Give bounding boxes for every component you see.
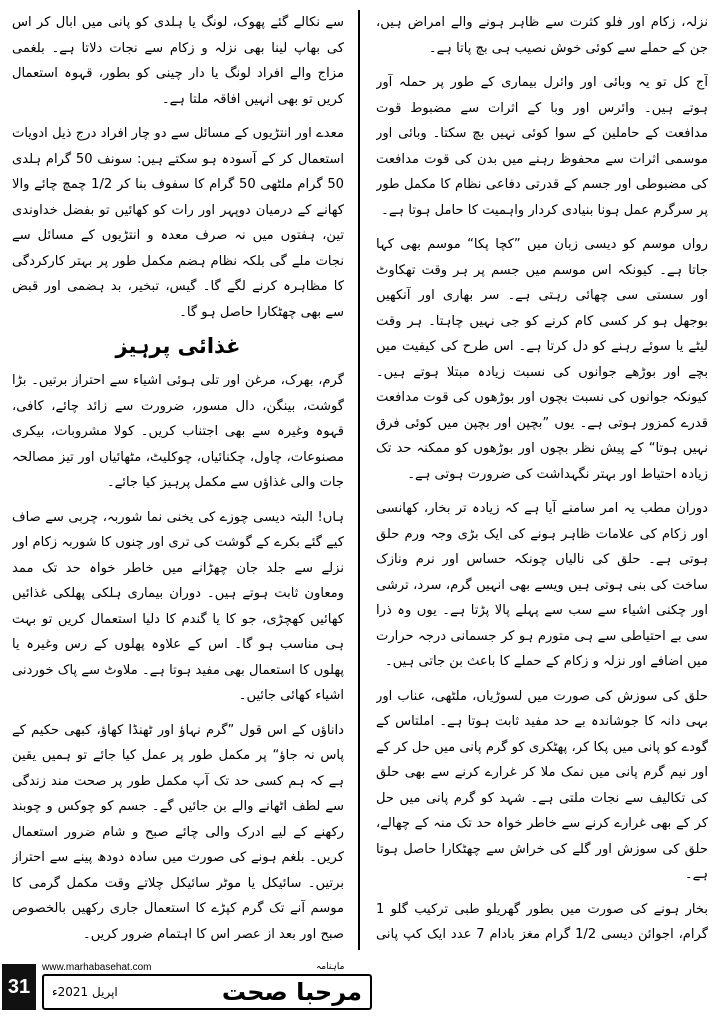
- issue-date: اپریل 2021ء: [52, 985, 118, 999]
- paragraph: نزلہ، زکام اور فلو کثرت سے ظاہر ہونے والے امراض ہیں، جن کے حملے سے کوئی خوش نصیب ہی بچ پاتا ہے۔: [376, 15, 708, 56]
- magazine-title: مرحبا صحت: [221, 978, 362, 1006]
- paragraph: دوران مطب یہ امر سامنے آیا ہے کہ زیادہ تر بخار، کھانسی اور زکام کی علامات ظاہر ہونے کی ایک بڑی وجہ ورم حلق ہوتی ہے۔ حلق کی نالیاں چونکہ حساس اور نرم ونازک ساخت کی بنی ہوتی ہیں ویسے بھی انہیں گرم، سرد، ترشی اور چکنی اشیاء سے سب سے پہلے پالا پڑتا ہے۔ یوں وہ ذرا سی بے احتیاطی سے ہی متورم ہو کر جسمانی درجہ حرارت میں اضافے اور نزلہ و زکام کے حملے کا باعث بن جاتی ہیں۔: [376, 501, 708, 669]
- paragraph: گرم، بھرک، مرغن اور تلی ہوئی اشیاء سے احتراز برتیں۔ بڑا گوشت، بینگن، دال مسور، ضرورت سے زائد چائے، کافی، قہوہ وغیرہ سے بھی اجتناب کریں۔ کولا مشروبات، بیکری مصنوعات، چاول، چکنائیاں، چوکلیٹ، مٹھائیاں اور تیز مصالحہ جات والی غذاؤں سے مکمل پرہیز کیا جائے۔: [12, 373, 344, 490]
- paragraph: حلق کی سوزش کی صورت میں لسوڑیاں، ملٹھی، عناب اور بہی دانہ کا جوشاندہ بے حد مفید ثابت ہوتا ہے۔ املتاس کے گودے کو پانی میں پکا کر، پھٹکری کو گرم پانی میں حل کر کے اور نیم گرم پانی میں نمک ملا کر غرارے کرنے سے بھی حلق کی تکالیف سے نجات ملتی ہے۔ شہد کو گرم پانی میں حل کر کے بھی غرارے کرنے سے خاطر خواہ حد تک منہ کے چھالے، حلق کی سوزش اور گلے کی خراش سے چھٹکارا حاصل ہوتا ہے۔: [376, 688, 708, 882]
- paragraph: معدے اور انتڑیوں کے مسائل سے دو چار افراد درج ذیل ادویات استعمال کر کے آسودہ ہو سکتے ہیں: سونف 50 گرام ہلدی 50 گرام ملٹھی 50 گرام کا سفوف بنا کر 1/2 چمچ چائے والا کھانے کے درمیان دوپہر اور رات کو کھائیں تو بفضل خداوندی تین، ہفتوں میں نہ صرف معدہ و انتڑیوں کے مسائل سے نجات ملے گی بلکہ نظام ہضم مکمل طور پر بہتر کارکردگی کا مظاہرہ کرنے لگے گا۔ گیس، تبخیر، بد ہضمی اور قبض سے بھی چھٹکارا حاصل ہو گا۔: [12, 126, 344, 320]
- section-heading: غذائی پرہیز: [115, 334, 241, 358]
- paragraph: سے نکالے گئے پھوک، لونگ یا ہلدی کو پانی میں ابال کر اس کی بھاپ لینا بھی نزلہ و زکام سے نجات دلاتا ہے۔ بلغمی مزاج والے افراد لونگ یا دار چینی کو بطور، قہوہ استعمال کریں تو بھی انہیں افاقہ ملتا ہے۔: [12, 15, 344, 107]
- paragraph: ہاں! البتہ دیسی چوزے کی یخنی نما شوربہ، چربی سے صاف کیے گئے بکرے کے گوشت کی تری اور چنوں کا شوربہ زکام اور نزلے سے جلد جان چھڑانے میں خاطر خواہ حد تک ممد ومعاون ثابت ہوتے ہیں۔ دوران بیماری ہلکی پھلکی غذائیں کھائیں کھچڑی، جو کا یا گندم کا دلیا استعمال کریں تو بہت ہی مناسب ہو گا۔ اس کے علاوہ پھلوں کے رس وغیرہ یا پھلوں کا استعمال بھی مفید ہوتا ہے۔ ملاوٹ سے پاک خوردنی اشیاء کھائی جائیں۔: [12, 509, 344, 703]
- page-number: 31: [2, 964, 36, 1010]
- page-footer: [0, 962, 718, 1020]
- column-divider: [358, 10, 360, 950]
- article-column-left: [12, 10, 344, 950]
- website-url: www.marhabasehat.com: [42, 962, 152, 973]
- monthly-label: ماہنامہ: [316, 962, 345, 972]
- paragraph: داناؤں کے اس قول ”گرم نہاؤ اور ٹھنڈا کھاؤ، کبھی حکیم کے پاس نہ جاؤ“ پر مکمل طور پر عمل کیا جائے تو ہمیں یقین ہے کہ ہم کسی حد تک آپ مکمل طور پر صحت مند زندگی سے لطف اٹھانے والے بن جائیں گے۔ جسم کو چوکس و چوبند رکھنے کے لیے ادرک والی چائے صبح و شام ضرور استعمال کریں۔ بلغم ہونے کی صورت میں سادہ دودھ پینے سے احتراز برتیں۔ سائیکل یا موٹر سائیکل چلاتے وقت مکمل گرمی کا موسم آنے تک گرم کپڑے کا استعمال جاری رکھیں بالخصوص صبح اور بعد از عصر اس کا اہتمام ضرور کریں۔: [12, 722, 344, 942]
- masthead: [42, 974, 372, 1010]
- paragraph: بخار ہونے کی صورت میں بطور گھریلو طبی ترکیب گلو 1 گرام، اجوائن دیسی 1/2 گرام مغز بادام 7 عدد ایک کپ پانی: [376, 901, 708, 942]
- paragraph: رواں موسم کو دیسی زبان میں ”کچا پکا“ موسم بھی کہا جاتا ہے۔ کیونکہ اس موسم میں جسم پر ہر وقت تھکاوٹ اور سستی سی چھائی رہتی ہے۔ سر بھاری اور آنکھیں بوجھل ہو کر کسی کام کرنے کو جی نہیں چاہتا۔ ہر وقت لیٹے یا سوئے رہنے کو دل کرتا ہے۔ اس طرح کی کیفیت میں بچے اور بوڑھے جوانوں کی نسبت زیادہ مبتلا ہوتے ہیں۔ کیونکہ جوانوں کی نسبت بچوں اور بوڑھوں کی قوت مدافعت قدرے کمزور ہوتی ہے۔ یوں ”بچپن اور بچپن میں کوئی فرق نہیں ہوتا“ کے پیش نظر بچوں اور بوڑھوں کو ممکنہ حد تک زیادہ احتیاط اور بہتر نگہداشت کی ضرورت ہوتی ہے۔: [376, 237, 708, 482]
- paragraph: آج کل تو یہ وبائی اور وائرل بیماری کے طور پر حملہ آور ہوتے ہیں۔ وائرس اور وبا کے اثرات سے مضبوط قوت مدافعت کے حاملین کے سوا کوئی نہیں بچ سکتا۔ وبائی اور موسمی اثرات سے محفوظ رہنے میں بدن کی قوت مدافعت کی مضبوطی اور جسم کے قدرتی دفاعی نظام کا مکمل طور پر سرگرم عمل ہونا بنیادی کردار واہمیت کا حامل ہوتا ہے۔: [376, 75, 708, 218]
- article-column-right: [376, 10, 708, 950]
